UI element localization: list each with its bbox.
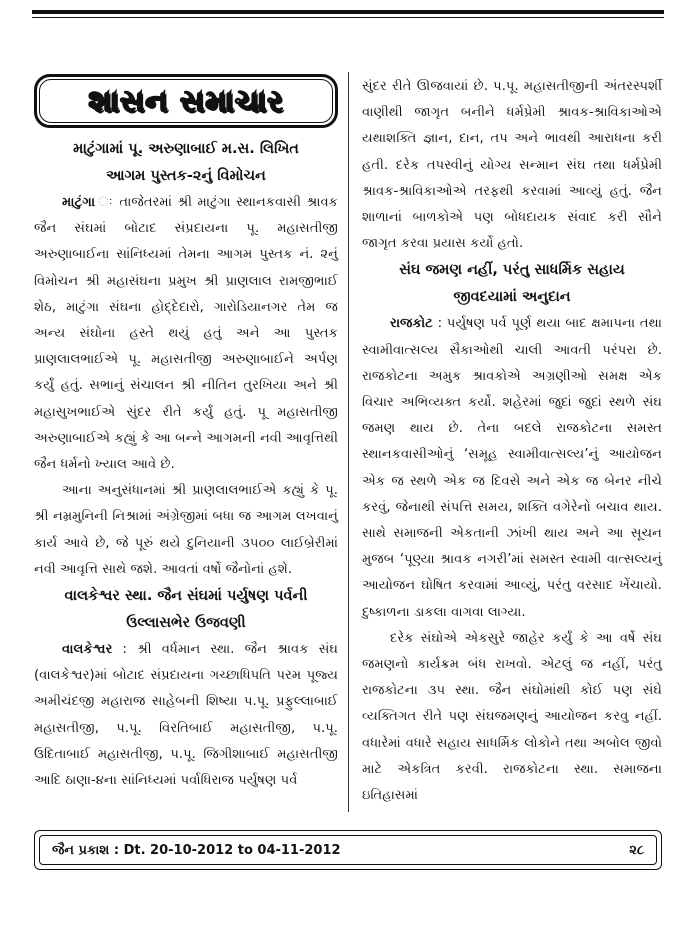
- article2-paragraph-1: [34, 637, 338, 794]
- masthead-title: શાસન સમાચાર: [88, 83, 284, 119]
- article2-headline-line1: વાલકેશ્વર સ્થા. જૈન સંઘમાં પર્યુષણ પર્વની: [64, 588, 308, 605]
- article1-dateline: માટુંગા: [62, 195, 96, 210]
- masthead-banner: [34, 74, 338, 128]
- article1-paragraph-1: [34, 190, 338, 478]
- footer-frame: [39, 835, 657, 865]
- article1-headline-line2: આગમ પુસ્તક-૨નું વિમોચન: [106, 168, 266, 184]
- article3-body-1: : પર્યુષણ પર્વ પૂર્ણ થયા બાદ ક્ષમાપના તથા સ્વામીવાત્સલ્ય સૈકાઓથી ચાલી આવતી પરંપરા છે. રાજકોટના અમુક શ્રાવકોએ અગ્રણીઓ સમક્ષ એક વિચાર અભિવ્યક્ત કર્યો. શહેરમાં જુદાં જુદાં સ્થળે સંઘ જમણ થાય છે. તેના બદલે રાજકોટના સમસ્ત સ્થાનકવાસીઓનું ‘સમૂહ સ્વામીવાત્સલ્ય’નું આયોજન એક જ સ્થળે એક જ દિવસે અને એક જ બેનર નીચે કરવું, જેનાથી સંપત્તિ સમય, શક્તિ વગેરેનો બચાવ થાય. સાથે સમાજની એકતાની ઝાંખી થાય અને આ સૂચન મુજબ ‘પૂણ્યા શ્રાવક નગરી’માં સમસ્ત સ્વામી વાત્સલ્યનું આયોજન ઘોષિત કરવામાં આવ્યું, પરંતુ વરસાદ ખેંચાયો. દુષ્કાળના ડાકલા વાગવા લાગ્યા.: [362, 316, 662, 620]
- article2-body-1: : શ્રી વર્ધમાન સ્થા. જૈન શ્રાવક સંઘ (વાલકેશ્વર)માં બોટાદ સંપ્રદાયના ગચ્છાધિપતિ પરમ પૂજ્ય અમીચંદજી મહારાજ સાહેબની શિષ્યા પ.પૂ. પ્રફુલ્લાબાઈ મહાસતીજી, પ.પૂ. વિરતિબાઈ મહાસતીજી, પ.પૂ. ઉદિતાબાઈ મહાસતીજી, પ.પૂ. જિગીશાબાઈ મહાસતીજી આદિ ઠાણા-૪ના સાંનિધ્યમાં પર્વાધિરાજ પર્યુષણ પર્વ: [34, 642, 338, 789]
- article3-paragraph-2: દરેક સંઘોએ એકસુરે જાહેર કર્યું કે આ વર્ષે સંઘ જમણનો કાર્યક્રમ બંધ રાખવો. એટલું જ નહીં, પરંતુ રાજકોટના ૩૫ સ્થા. જૈન સંઘોમાંથી કોઈ પણ સંઘે વ્યક્તિગત રીતે પણ સંઘજમણનું આયોજન કરવુ નહીં. વધારેમાં વધારે સહાય સાધર્મિક લોકોને તથા અબોલ જીવો માટે એકત્રિત કરવી. રાજકોટના સ્થા. સમાજના ઇતિહાસમાં: [362, 630, 662, 804]
- footer-page-number: ૨૮: [629, 842, 644, 858]
- article2-dateline: વાલકેશ્વર: [62, 642, 113, 658]
- article3-dateline: રાજકોટ: [390, 316, 433, 332]
- top-rule-thick: [32, 10, 664, 14]
- left-column: [34, 136, 338, 794]
- article3-headline-line2: જીવદયામાં અનુદાન: [453, 289, 571, 306]
- footer-publication: જૈન પ્રકાશ : Dt. 20-10-2012 to 04-11-2012: [52, 842, 341, 858]
- masthead-frame: [39, 79, 333, 123]
- article1-body-1: ઃ તાજેતરમાં શ્રી માટુંગા સ્થાનકવાસી શ્રાવક જૈન સંઘમાં બોટાદ સંપ્રદાયના પૂ. મહાસતીજી અરુણાબાઈના સાંનિધ્યમાં તેમના આગમ પુસ્તક નં. ૨નું વિમોચન શ્રી મહાસંઘના પ્રમુખ શ્રી પ્રાણલાલ રામજીભાઈ શેઠ, માટુંગા સંઘના હોદ્દેદારો, ગારોડિયાનગર તેમ જ અન્ય સંઘોના હસ્તે થયું હતું અને આ પુસ્તક પ્રાણલાલભાઈએ પૂ. મહાસતીજી અરુણાબાઈને અર્પણ કર્યું હતું. સભાનું સંચાલન શ્રી નીતિન તુરખિયા અને શ્રી મહાસુખભાઈએ સુંદર રીતે કર્યું હતું. પૂ મહાસતીજી અરુણાબાઈએ કહ્યું કે આ બન્ને આગમની નવી આવૃત્તિથી જૈન ધર્મનો ખ્યાલ આવે છે.: [34, 195, 338, 473]
- right-column: [362, 74, 662, 809]
- column-divider: [348, 72, 349, 812]
- article3-paragraph-1: [362, 311, 662, 625]
- article2-continuation: સુંદર રીતે ઊજવાયાં છે. પ.પૂ. મહાસતીજીની અંતરસ્પર્શી વાણીથી જાગૃત બનીને ધર્મપ્રેમી શ્રાવક-શ્રાવિકાઓએ યથાશક્તિ જ્ઞાન, દાન, તપ અને ભાવથી આરાધના કરી હતી. દરેક તપસ્વીનું યોગ્ય સન્માન સંઘ તથા ધર્મપ્રેમી શ્રાવક-શ્રાવિકાઓએ તરફથી કરવામાં આવ્યું હતું. જૈન શાળાનાં બાળકોએ પણ બોધદાયક સંવાદ કરી સૌને જાગૃત કરવા પ્રયાસ કર્યો હતો.: [362, 79, 662, 252]
- page-footer: [34, 830, 662, 870]
- article3-headline-line1: સંઘ જમણ નહીં, પરંતુ સાધર્મિક સહાય: [399, 262, 625, 279]
- article2-headline-line2: ઉલ્લાસભેર ઉજવણી: [126, 615, 246, 632]
- article1-paragraph-2: આના અનુસંધાનમાં શ્રી પ્રાણલાલભાઈએ કહ્યું કે પૂ. શ્રી નમ્રમુનિની નિશ્રામાં અંગ્રેજીમાં બધા જ આગમ લખવાનું કાર્ય આવે છે, જે પૂરું થયે દુનિયાની ૩૫૦૦ લાઈબ્રેરીમાં નવી આવૃત્તિ સાથે જશે. આવતાં વર્ષો જૈનોનાં હશે.: [34, 483, 338, 577]
- top-rule-thin: [32, 17, 664, 18]
- article1-headline-line1: માટુંગામાં પૂ. અરુણાબાઈ મ.સ. લિખિત: [73, 141, 299, 157]
